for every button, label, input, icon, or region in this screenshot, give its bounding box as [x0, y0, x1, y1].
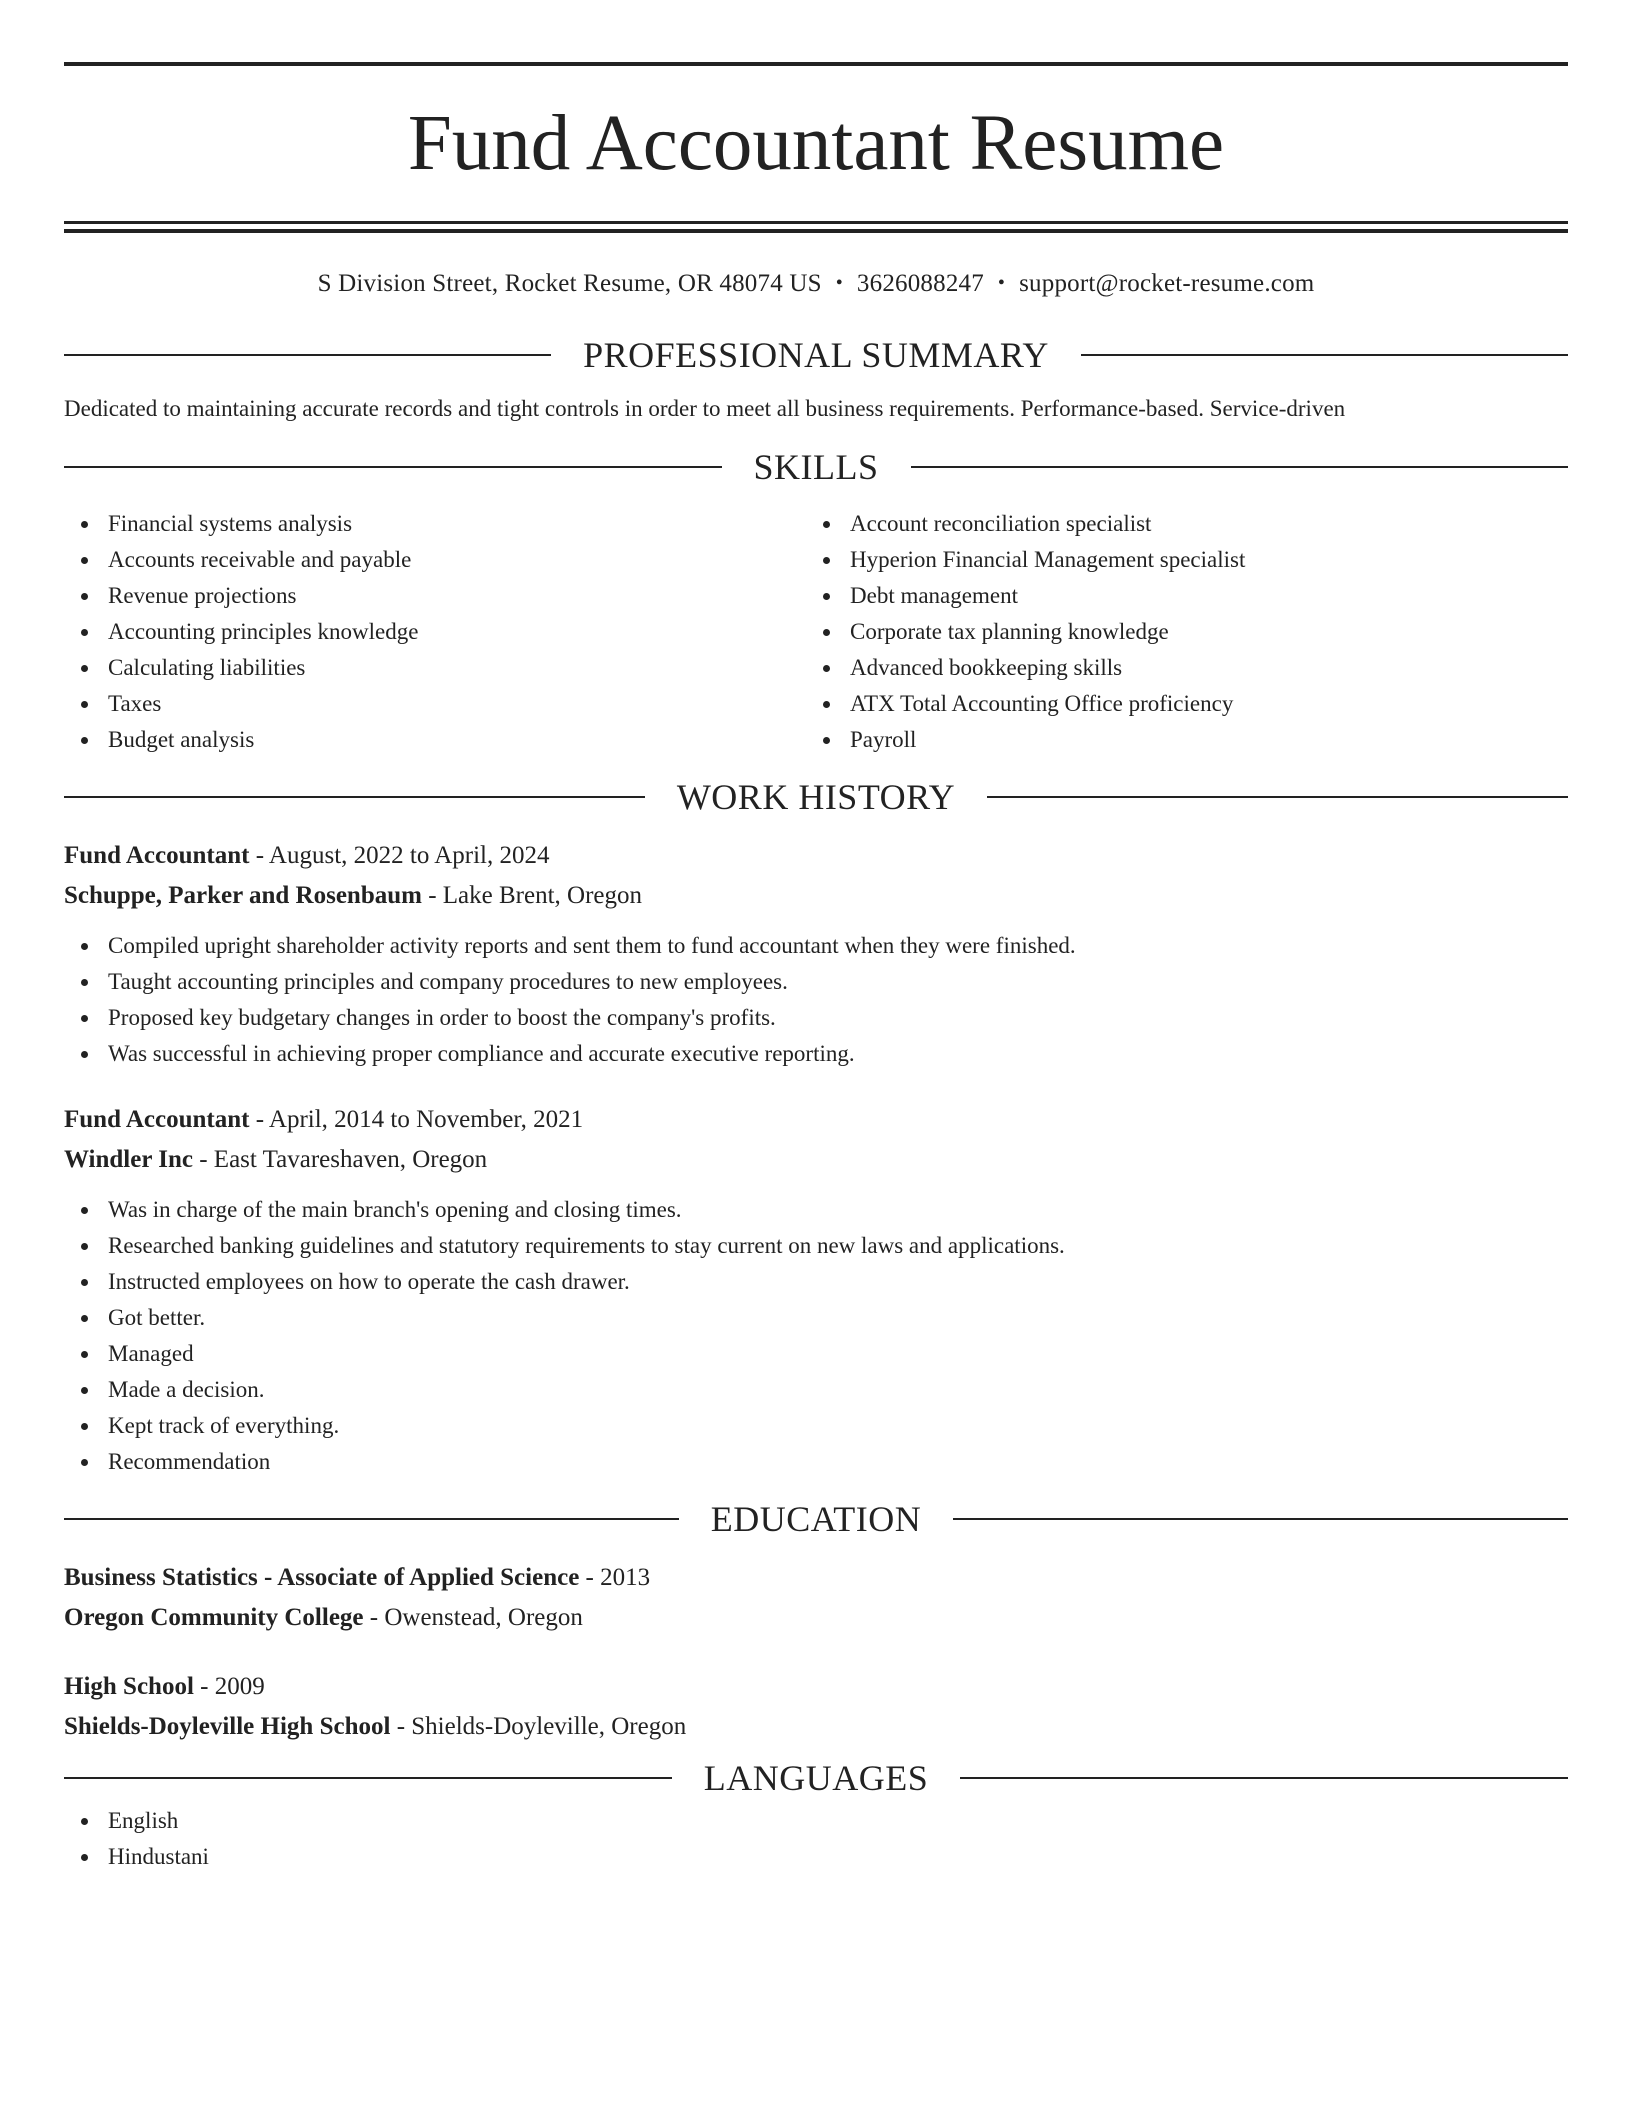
- job-bullet: Proposed key budgetary changes in order to boost the company's profits.: [64, 1000, 1568, 1036]
- job-company: Schuppe, Parker and Rosenbaum: [64, 882, 422, 909]
- education-location: - Shields-Doyleville, Oregon: [390, 1713, 687, 1740]
- job-company-line: [64, 876, 1568, 916]
- job-bullet: Was successful in achieving proper compliance and accurate executive reporting.: [64, 1036, 1568, 1072]
- skill-item: Corporate tax planning knowledge: [806, 614, 1548, 650]
- job-bullet: Was in charge of the main branch's opening and closing times.: [64, 1192, 1568, 1228]
- job-title: Fund Accountant: [64, 842, 250, 869]
- job-bullet: Recommendation: [64, 1444, 1568, 1480]
- job-bullet: Kept track of everything.: [64, 1408, 1568, 1444]
- job-title-line: [64, 1100, 1568, 1140]
- skill-item: Revenue projections: [64, 578, 806, 614]
- heading-rule-right: [987, 796, 1568, 798]
- education-heading-label: EDUCATION: [710, 1499, 922, 1539]
- education-degree: High School: [64, 1673, 194, 1700]
- heading-rule-left: [64, 354, 551, 356]
- skill-item: Calculating liabilities: [64, 650, 806, 686]
- summary-heading-label: PROFESSIONAL SUMMARY: [583, 335, 1049, 375]
- education-school: Shields-Doyleville High School: [64, 1713, 391, 1740]
- skill-item: Budget analysis: [64, 722, 806, 758]
- skill-item: Account reconciliation specialist: [806, 506, 1548, 542]
- languages-list: [64, 1803, 1568, 1875]
- job-company-line: [64, 1140, 1568, 1180]
- job-dates: - April, 2014 to November, 2021: [249, 1106, 584, 1133]
- skills-list-left: [64, 506, 806, 758]
- job-bullets: [64, 928, 1568, 1072]
- education-year: - 2009: [193, 1673, 265, 1700]
- contact-phone: 3626088247: [856, 270, 984, 297]
- heading-rule-left: [64, 1518, 679, 1520]
- education-school-line: [64, 1598, 1568, 1638]
- job-location: - Lake Brent, Oregon: [421, 882, 643, 909]
- education-degree-line: [64, 1558, 1568, 1598]
- education-school: Oregon Community College: [64, 1604, 364, 1631]
- skills-heading: [64, 442, 1568, 492]
- skill-item: Financial systems analysis: [64, 506, 806, 542]
- title-double-rule: [64, 221, 1568, 233]
- job-title-line: [64, 836, 1568, 876]
- heading-rule-right: [960, 1777, 1568, 1779]
- job-bullet: Managed: [64, 1336, 1568, 1372]
- resume-title: Fund Accountant Resume: [407, 100, 1225, 187]
- skill-item: Debt management: [806, 578, 1548, 614]
- heading-rule-right: [1081, 354, 1568, 356]
- education-year: - 2013: [579, 1564, 651, 1591]
- skills-heading-label: SKILLS: [753, 447, 879, 487]
- contact-separator: •: [835, 272, 843, 294]
- education-entry: [64, 1667, 1568, 1747]
- education-school-line: [64, 1707, 1568, 1747]
- work-heading-label: WORK HISTORY: [676, 777, 956, 817]
- job-bullet: Instructed employees on how to operate the cash drawer.: [64, 1264, 1568, 1300]
- contact-address: S Division Street, Rocket Resume, OR 48074 US: [317, 270, 822, 297]
- skills-columns: [64, 506, 1568, 758]
- job-title: Fund Accountant: [64, 1106, 250, 1133]
- contact-line: [64, 267, 1568, 302]
- job-bullet: Researched banking guidelines and statutory requirements to stay current on new laws and applications.: [64, 1228, 1568, 1264]
- skill-item: Advanced bookkeeping skills: [806, 650, 1548, 686]
- job-dates: - August, 2022 to April, 2024: [249, 842, 550, 869]
- job-location: - East Tavareshaven, Oregon: [192, 1146, 488, 1173]
- education-degree: Business Statistics - Associate of Applied Science: [64, 1564, 580, 1591]
- heading-rule-left: [64, 466, 722, 468]
- skill-item: Taxes: [64, 686, 806, 722]
- skill-item: Hyperion Financial Management specialist: [806, 542, 1548, 578]
- language-item: Hindustani: [64, 1839, 1568, 1875]
- job-bullet: Made a decision.: [64, 1372, 1568, 1408]
- education-entry: [64, 1558, 1568, 1638]
- job-entry: [64, 1100, 1568, 1480]
- heading-rule-right: [911, 466, 1569, 468]
- languages-heading: [64, 1753, 1568, 1803]
- summary-heading: [64, 330, 1568, 380]
- job-bullet: Taught accounting principles and company procedures to new employees.: [64, 964, 1568, 1000]
- skill-item: Payroll: [806, 722, 1548, 758]
- languages-heading-label: LANGUAGES: [703, 1758, 929, 1798]
- skill-item: Accounting principles knowledge: [64, 614, 806, 650]
- skill-item: Accounts receivable and payable: [64, 542, 806, 578]
- contact-email[interactable]: support@rocket-resume.com: [1019, 270, 1315, 297]
- summary-text: Dedicated to maintaining accurate records and tight controls in order to meet all business requirements. Performance-based. Service-driven: [64, 396, 1346, 421]
- education-heading: [64, 1494, 1568, 1544]
- heading-rule-right: [953, 1518, 1568, 1520]
- job-bullet: Compiled upright shareholder activity reports and sent them to fund accountant when they were finished.: [64, 928, 1568, 964]
- heading-rule-left: [64, 796, 645, 798]
- job-company: Windler Inc: [64, 1146, 193, 1173]
- education-location: - Owenstead, Oregon: [363, 1604, 583, 1631]
- skill-item: ATX Total Accounting Office proficiency: [806, 686, 1548, 722]
- job-bullet: Got better.: [64, 1300, 1568, 1336]
- job-entry: [64, 836, 1568, 1072]
- top-rule: [64, 62, 1568, 66]
- contact-separator: •: [997, 272, 1006, 294]
- heading-rule-left: [64, 1777, 672, 1779]
- job-bullets: [64, 1192, 1568, 1480]
- skills-list-right: [806, 506, 1548, 758]
- work-heading: [64, 772, 1568, 822]
- language-item: English: [64, 1803, 1568, 1839]
- education-degree-line: [64, 1667, 1568, 1707]
